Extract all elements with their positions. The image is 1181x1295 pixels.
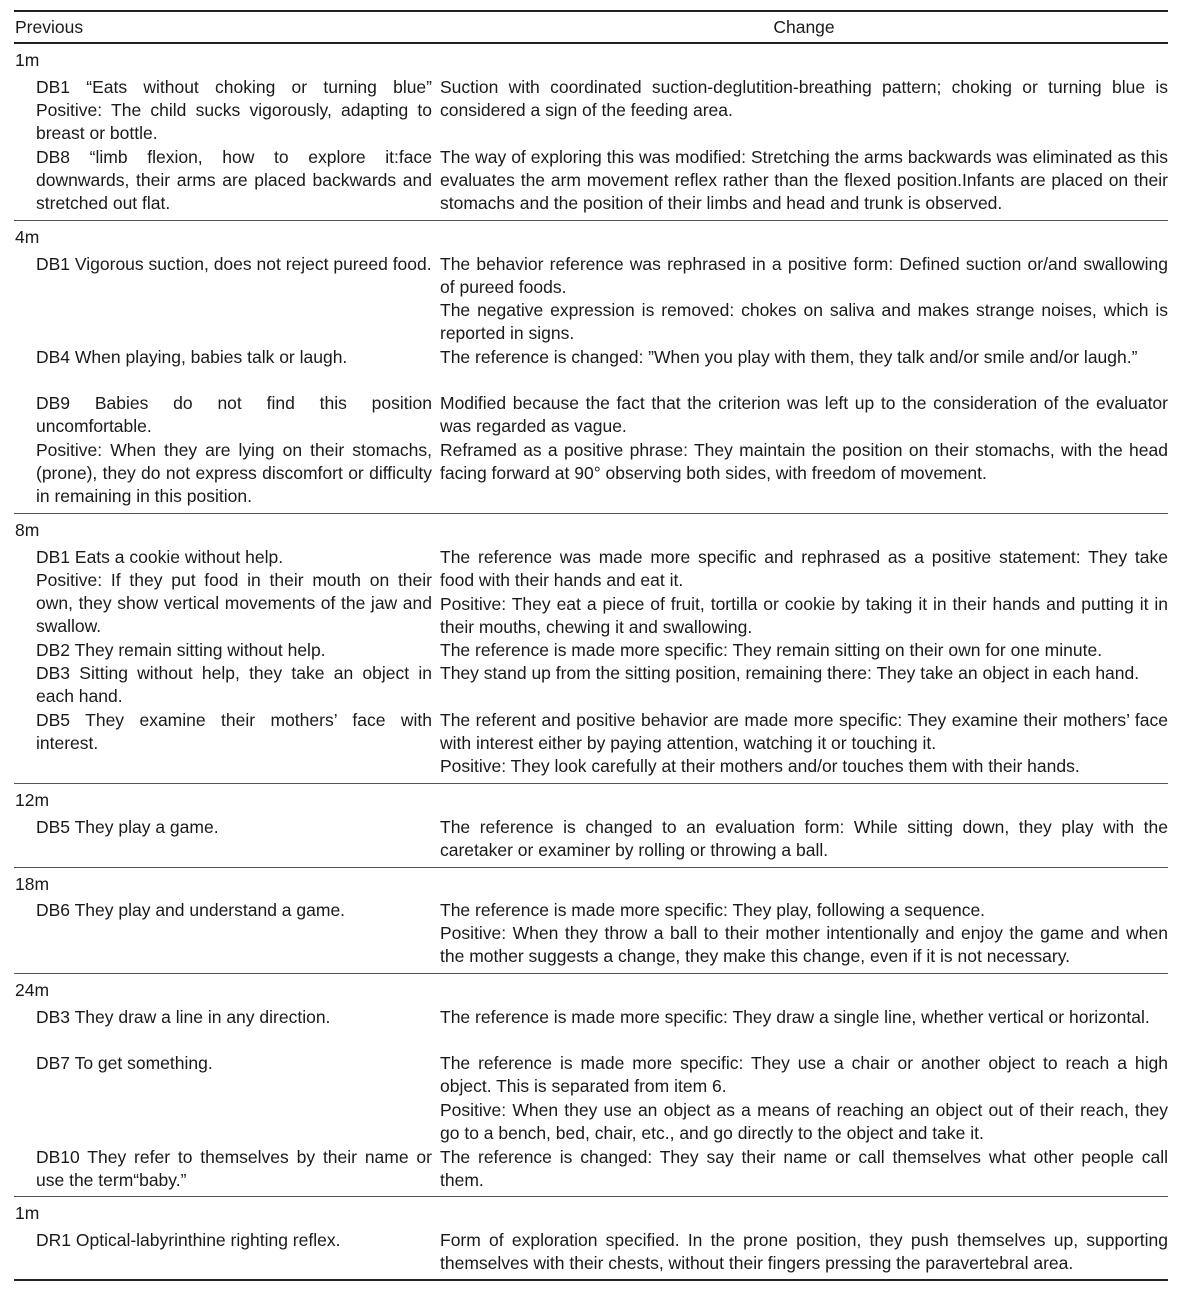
section-age-12m: 12m xyxy=(15,790,50,810)
section-age-1m-reflex: 1m xyxy=(15,1203,40,1223)
change-item: Positive: They eat a piece of fruit, tortilla or cookie by taking it in their hands and putting it in their mouths, chewing it and swallowing. xyxy=(440,594,1168,638)
section-age-8m: 8m xyxy=(15,520,40,540)
change-item: The reference is made more specific: They remain sitting on their own for one minute. xyxy=(440,640,1103,660)
previous-item: DB9 Babies do not find this position uncomfortable. xyxy=(36,393,432,437)
column-header-change: Change xyxy=(773,17,835,37)
change-item: Modified because the fact that the criterion was left up to the consideration of the evaluator was regarded as vague. xyxy=(440,393,1168,437)
section-separator xyxy=(14,220,1168,221)
previous-item: DB10 They refer to themselves by their name or use the term“baby.” xyxy=(36,1147,432,1191)
change-item: The reference is made more specific: They play, following a sequence. xyxy=(440,900,986,920)
section-separator xyxy=(14,867,1168,868)
section-separator xyxy=(14,783,1168,784)
previous-item: DB5 They examine their mothers’ face with interest. xyxy=(36,710,432,754)
change-item: Positive: When they throw a ball to their mother intentionally and enjoy the game and when the mother suggests a change, they make this change, even if it is not necessary. xyxy=(440,923,1168,967)
section-separator xyxy=(14,1196,1168,1197)
change-item: The reference is made more specific: They use a chair or another object to reach a high object. This is separated from item 6. xyxy=(440,1053,1168,1097)
previous-item: DB7 To get something. xyxy=(36,1053,213,1073)
section-age-18m: 18m xyxy=(15,874,50,894)
section-age-4m: 4m xyxy=(15,227,40,247)
change-item: Positive: When they use an object as a means of reaching an object out of their reach, they go to a bench, bed, chair, etc., and go directly to the object and take it. xyxy=(440,1100,1168,1144)
previous-item: DB6 They play and understand a game. xyxy=(36,900,346,920)
change-item: Reframed as a positive phrase: They maintain the position on their stomachs, with the head facing forward at 90° observing both sides, with freedom of movement. xyxy=(440,440,1168,484)
change-item: The reference is changed: They say their name or call themselves what other people call them. xyxy=(440,1147,1168,1191)
previous-item: DB1 “Eats without choking or turning blue” Positive: The child sucks vigorously, adapting to breast or bottle. xyxy=(36,77,432,144)
previous-item: DB3 Sitting without help, they take an object in each hand. xyxy=(36,663,432,707)
section-age-1m: 1m xyxy=(15,50,40,70)
change-item: The way of exploring this was modified: Stretching the arms backwards was eliminated as this evaluates the arm movement reflex rather than the flexed position.Infants are placed on their stomachs and the position of their limbs and head and trunk is observed. xyxy=(440,147,1168,214)
previous-item: Positive: When they are lying on their stomachs, (prone), they do not express discomfort or difficulty in remaining in this position. xyxy=(36,440,432,507)
change-item: Suction with coordinated suction-deglutition-breathing pattern; choking or turning blue is considered a sign of the feeding area. xyxy=(440,77,1168,121)
section-separator xyxy=(14,973,1168,974)
change-item: The reference was made more specific and rephrased as a positive statement: They take food with their hands and eat it. xyxy=(440,547,1168,591)
change-item: The reference is made more specific: They draw a single line, whether vertical or horizontal. xyxy=(440,1007,1150,1027)
change-item: Positive: They look carefully at their mothers and/or touches them with their hands. xyxy=(440,756,1080,776)
column-header-previous: Previous xyxy=(15,17,84,37)
change-item: They stand up from the sitting position, remaining there: They take an object in each hand. xyxy=(440,663,1140,683)
table-bottom-rule xyxy=(14,1279,1168,1281)
previous-item: DB5 They play a game. xyxy=(36,817,219,837)
previous-item: DB1 Vigorous suction, does not reject pureed food. xyxy=(36,254,432,274)
change-item: The behavior reference was rephrased in a positive form: Defined suction or/and swallowing of pureed foods. xyxy=(440,254,1168,298)
table-top-rule xyxy=(14,10,1168,12)
previous-item: DB1 Eats a cookie without help. xyxy=(36,547,284,567)
change-item: The reference is changed to an evaluation form: While sitting down, they play with the caretaker or examiner by rolling or throwing a ball. xyxy=(440,817,1168,861)
change-item: Form of exploration specified. In the prone position, they push themselves up, supporting themselves with their chests, without their fingers pressing the paravertebral area. xyxy=(440,1230,1168,1274)
section-separator xyxy=(14,513,1168,514)
header-rule xyxy=(14,42,1168,44)
previous-item: DB8 “limb flexion, how to explore it:face downwards, their arms are placed backwards and stretched out flat. xyxy=(36,147,432,214)
previous-item: DB4 When playing, babies talk or laugh. xyxy=(36,347,348,367)
change-item: The reference is changed: ”When you play with them, they talk and/or smile and/or laugh.” xyxy=(440,347,1138,367)
previous-item: Positive: If they put food in their mouth on their own, they show vertical movements of the jaw and swallow. xyxy=(36,570,432,637)
previous-item: DR1 Optical-labyrinthine righting reflex. xyxy=(36,1230,341,1250)
change-item: The referent and positive behavior are made more specific: They examine their mothers’ face with interest either by paying attention, watching it or touching it. xyxy=(440,710,1168,754)
previous-item: DB2 They remain sitting without help. xyxy=(36,640,326,660)
change-item: The negative expression is removed: chokes on saliva and makes strange noises, which is reported in signs. xyxy=(440,300,1168,344)
previous-item: DB3 They draw a line in any direction. xyxy=(36,1007,331,1027)
section-age-24m: 24m xyxy=(15,980,50,1000)
